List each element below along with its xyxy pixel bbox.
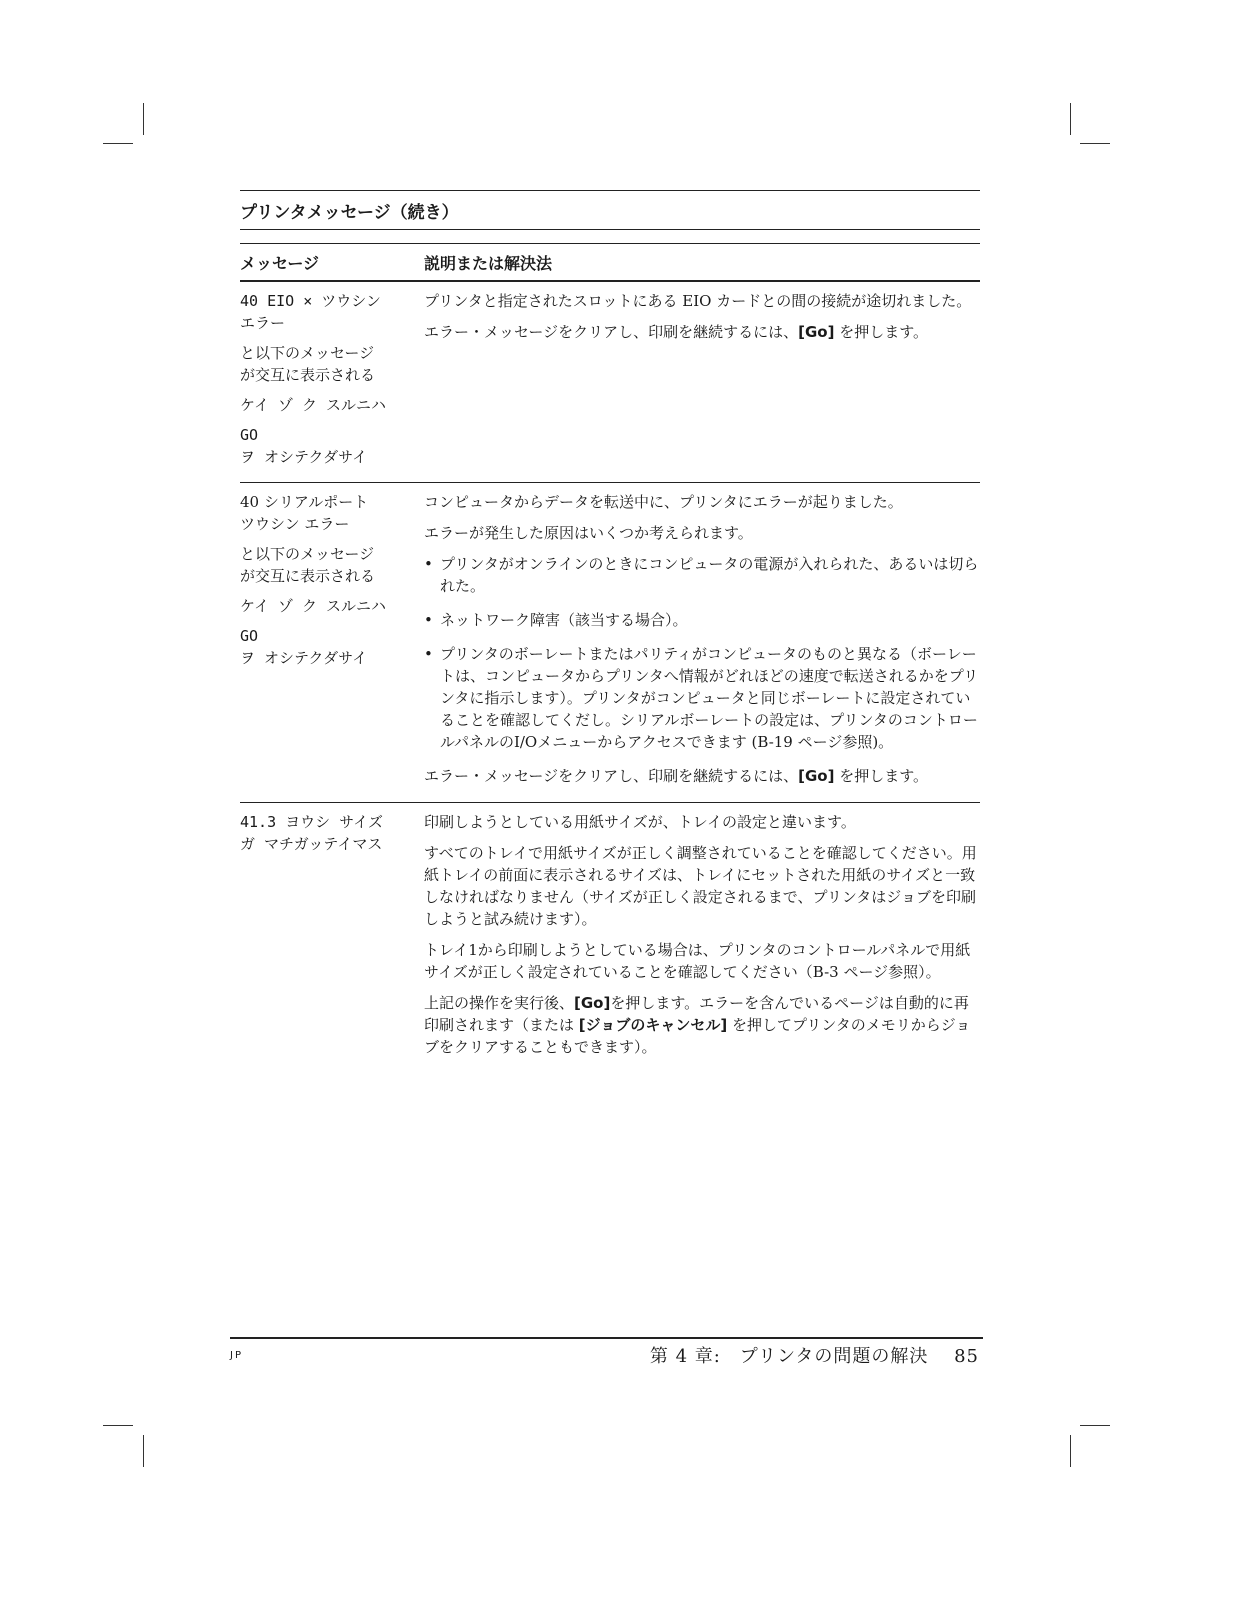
message-text: GO ヲ オシテクダサイ — [240, 426, 368, 466]
crop-mark — [1080, 1425, 1110, 1426]
column-header-message: メッセージ — [240, 254, 320, 273]
crop-mark — [143, 1435, 144, 1467]
footer-rule — [230, 1337, 983, 1339]
message-text: GO ヲ オシテクダサイ — [240, 627, 368, 667]
table-row — [240, 282, 980, 483]
column-header-description: 説明または解決法 — [424, 254, 553, 273]
description-paragraph: 上記の操作を実行後、[Go]を押します。エラーを含んでいるページは自動的に再印刷されます（または [ジョブのキャンセル] を押してプリンタのメモリからジョブをクリアすることもできます）。 — [424, 994, 971, 1056]
bullet-icon: • — [424, 555, 433, 573]
message-text: 41.3 ヨウシ サイズ ガ マチガッテイマス — [240, 813, 383, 853]
message-note: と以下のメッセージ が交互に表示される — [240, 344, 376, 384]
bullet-item: • プリンタのボーレートまたはパリティがコンピュータのものと異なる（ボーレートは、コンピュータからプリンタへ情報がどれほどの速度で転送されるかをプリンタに指示します）。プリンタがコンピュータと同じボーレートに設定されていることを確認してくだし。シリアルボーレートの設定は、プリンタのコントロールパネルのI/Oメニューからアクセスできます (B-19 ページ参照)。 — [424, 645, 979, 751]
cancel-job-key-label: [ジョブのキャンセル] — [578, 1016, 728, 1034]
message-text: ケイ ゾ ク スルニハ — [240, 597, 387, 615]
crop-mark — [103, 1425, 133, 1426]
description-paragraph: 印刷しようとしている用紙サイズが、トレイの設定と違います。 — [424, 813, 856, 831]
description-paragraph: エラーが発生した原因はいくつか考えられます。 — [424, 524, 753, 542]
crop-mark — [143, 103, 144, 135]
go-key-label: [Go] — [798, 323, 835, 341]
message-cell — [240, 491, 424, 796]
description-paragraph: エラー・メッセージをクリアし、印刷を継続するには、[Go] を押します。 — [424, 323, 929, 341]
page-title: プリンタメッセージ（続き） — [240, 190, 980, 230]
table-row — [240, 803, 980, 1073]
footer-language: JP — [230, 1350, 243, 1361]
table-header — [240, 243, 980, 282]
bullet-item: • プリンタがオンラインのときにコンピュータの電源が入れられた、あるいは切られた。 — [424, 555, 979, 595]
description-cell — [424, 491, 980, 796]
message-table — [240, 243, 980, 1073]
description-paragraph: トレイ1から印刷しようとしている場合は、プリンタのコントロールパネルで用紙サイズが正しく設定されていることを確認してください（B-3 ページ参照）。 — [424, 941, 971, 981]
crop-mark — [1080, 143, 1110, 144]
footer-chapter-page: 第 4 章: プリンタの問題の解決 85 — [649, 1346, 979, 1367]
message-text: 40 EIO × ツウシン エラー — [240, 292, 381, 332]
message-text: 40 シリアルポート ツウシン エラー — [240, 493, 369, 533]
description-paragraph: すべてのトレイで用紙サイズが正しく調整されていることを確認してください。用紙トレイの前面に表示されるサイズは、トレイにセットされた用紙のサイズと一致しなければなりません（サイズが正しく設定されるまで、プリンタはジョブを印刷しようと試み続けます）。 — [424, 844, 977, 928]
description-cell — [424, 811, 980, 1067]
description-paragraph: プリンタと指定されたスロットにある EIO カードとの間の接続が途切れました。 — [424, 292, 972, 310]
crop-mark — [1070, 103, 1071, 135]
message-cell — [240, 811, 424, 1067]
description-cell — [424, 290, 980, 476]
crop-mark — [103, 143, 133, 144]
description-paragraph: エラー・メッセージをクリアし、印刷を継続するには、[Go] を押します。 — [424, 767, 929, 785]
message-text: ケイ ゾ ク スルニハ — [240, 396, 387, 414]
message-note: と以下のメッセージ が交互に表示される — [240, 545, 376, 585]
message-cell — [240, 290, 424, 476]
table-row — [240, 483, 980, 803]
go-key-label: [Go] — [798, 767, 835, 785]
go-key-label: [Go] — [574, 994, 611, 1012]
bullet-icon: • — [424, 645, 433, 663]
bullet-item: • ネットワーク障害（該当する場合）。 — [424, 611, 688, 629]
crop-mark — [1070, 1435, 1071, 1467]
description-paragraph: コンピュータからデータを転送中に、プリンタにエラーが起りました。 — [424, 493, 903, 511]
bullet-icon: • — [424, 611, 433, 629]
